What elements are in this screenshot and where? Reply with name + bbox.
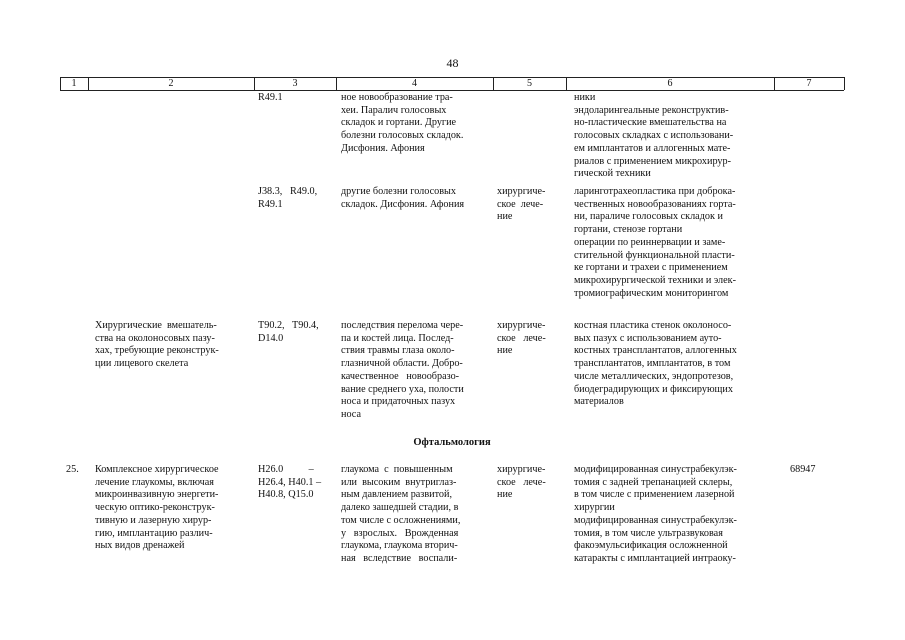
treatment-cell: хирургиче- ское лече- ние bbox=[497, 186, 546, 223]
column-number-7: 7 bbox=[806, 78, 812, 89]
row-number-cell: 25. bbox=[66, 464, 79, 475]
method-cell: модифицированная синустрабекулэк- томия с задней трепанацией склеры, в том числе с применением лазерной хирургии модифицированная синустрабекулэк- томия, в том числе ультразвуковая факоэмульсификация осложненной катаракты с имплантацией интраоку- bbox=[574, 464, 737, 564]
column-number-2: 2 bbox=[168, 78, 174, 89]
treatment-cell: хирургиче- ское лече- ние bbox=[497, 464, 546, 501]
diagnosis-cell: глаукома с повышенным или высоким внутриглаз- ным давлением развитой, далеко зашедшей стадии, в том числе с осложнениями, у взрослых. Врожденная глаукома, глаукома вторич- ная вследствие воспали- bbox=[341, 464, 461, 564]
column-number-6: 6 bbox=[667, 78, 673, 89]
care-type-cell: Хирургические вмешатель- ства на околоносовых пазу- хах, требующие реконструк- ции лицевого скелета bbox=[95, 320, 219, 370]
codes-cell: H26.0 – H26.4, H40.1 – H40.8, Q15.0 bbox=[258, 464, 322, 501]
column-divider bbox=[844, 77, 845, 90]
codes-cell: R49.1 bbox=[258, 92, 283, 103]
diagnosis-cell: последствия перелома чере- па и костей лица. Послед- ствия травмы глаза около- глазничной области. Добро- качественное новообразо- вание среднего уха, полости носа и придаточных пазух носа bbox=[341, 320, 464, 420]
section-title: Офтальмология bbox=[413, 437, 491, 448]
column-number-5: 5 bbox=[527, 78, 532, 89]
codes-cell: J38.3, R49.0, R49.1 bbox=[258, 186, 318, 210]
method-cell: костная пластика стенок околоносо- вых пазух с использованием ауто- костных трансплантатов, аллогенных трансплантатов, имплантатов, в том числе металлических, эндопротезов, биодеградирующих и фиксирующих материалов bbox=[574, 320, 737, 408]
method-cell: ларинготрахеопластика при доброка- чественных новообразованиях горта- ни, параличе голосовых складок и гортани, стенозе гортани операции по реиннервации и заме- стительной функциональной пласти- ке гортани и трахеи с применением микрохирургической техники и элек- тромиографическим мониторингом bbox=[574, 186, 736, 299]
codes-cell: T90.2, T90.4, D14.0 bbox=[258, 320, 319, 344]
care-type-cell: Комплексное хирургическое лечение глаукомы, включая микроинвазивную энергети- ческую оптико-реконструк- тивную и лазерную хирур- гию, имплантацию различ- ных видов дренажей bbox=[95, 464, 219, 552]
cost-cell: 68947 bbox=[790, 464, 816, 475]
column-number-3: 3 bbox=[292, 78, 298, 89]
column-number-1: 1 bbox=[71, 78, 77, 89]
page-number: 48 bbox=[446, 56, 459, 70]
treatment-cell: хирургиче- ское лече- ние bbox=[497, 320, 546, 357]
header-bottom-rule bbox=[60, 90, 844, 91]
method-cell: ники эндоларингеальные реконструктив- но-пластические вмешательства на голосовых складках с использовани- ем имплантатов и аллогенных мате- риалов с применением микрохирур- гической техники bbox=[574, 92, 734, 180]
diagnosis-cell: ное новообразование тра- хеи. Паралич голосовых складок и гортани. Другие болезни голосовых складок. Дисфония. Афония bbox=[341, 92, 464, 154]
diagnosis-cell: другие болезни голосовых складок. Дисфония. Афония bbox=[341, 186, 465, 210]
column-number-4: 4 bbox=[412, 78, 417, 89]
